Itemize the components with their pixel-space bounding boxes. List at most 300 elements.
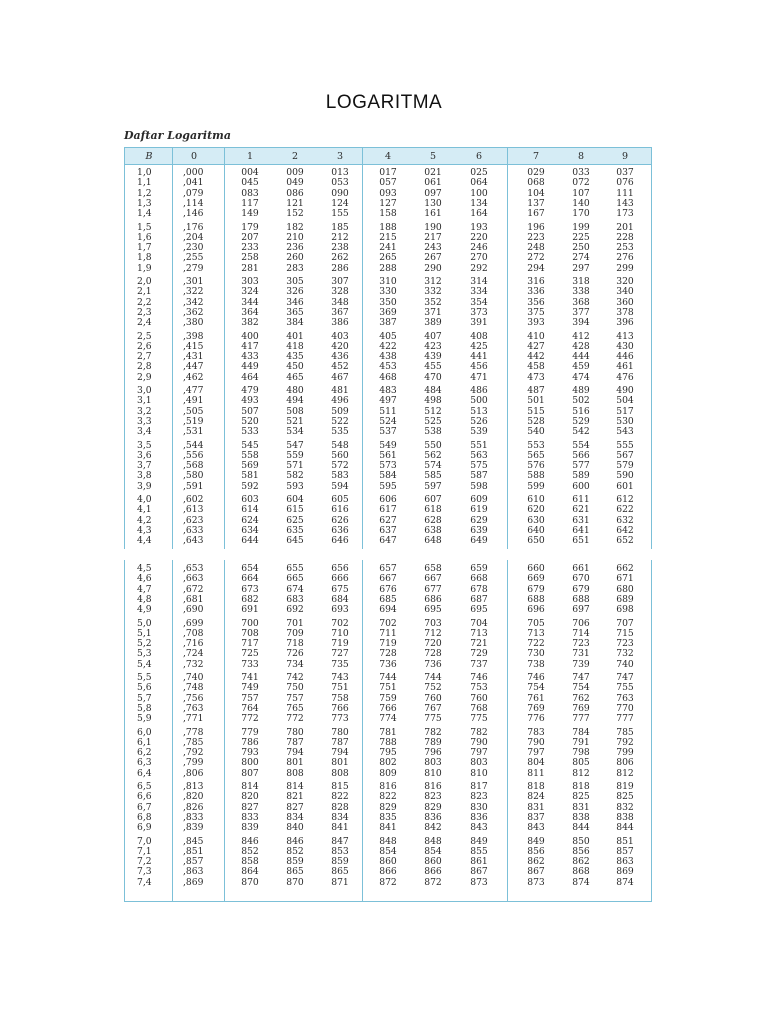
log-value-cell: 540 [527, 426, 545, 438]
log-value-cell: ,740 [183, 672, 204, 683]
log-value-cell: 873 [527, 876, 545, 888]
log-value-cell: 829 [379, 801, 397, 813]
row-label: 5,9 [137, 713, 152, 725]
log-value-cell: 866 [379, 866, 397, 878]
log-value-cell: 233 [241, 242, 259, 254]
log-value-cell: 862 [572, 856, 590, 868]
log-value-cell: 377 [572, 306, 590, 318]
log-value-cell: 130 [424, 197, 442, 209]
log-value-cell: 220 [470, 231, 488, 243]
log-value-cell: 685 [379, 593, 397, 605]
log-value-cell: 703 [424, 617, 442, 629]
log-value-cell: 350 [379, 296, 397, 308]
log-value-cell: 806 [616, 757, 634, 769]
log-value-cell: 555 [616, 439, 634, 451]
log-value-cell: 423 [424, 340, 442, 352]
row-label: 6,4 [137, 767, 152, 779]
log-value-cell: 723 [616, 638, 634, 650]
log-value-cell: ,756 [183, 692, 204, 704]
log-value-cell: 566 [572, 449, 590, 461]
log-value-cell: 803 [424, 757, 442, 769]
log-value-cell: 053 [331, 177, 349, 189]
log-value-cell: ,839 [183, 822, 204, 834]
log-value-cell: 496 [331, 395, 349, 407]
log-value-cell: 164 [470, 208, 488, 220]
log-value-cell: 790 [470, 736, 488, 748]
log-value-cell: 872 [424, 876, 442, 888]
log-value-cell: 801 [286, 757, 304, 769]
log-value-cell: 777 [572, 713, 590, 725]
log-value-cell: 691 [241, 604, 259, 616]
log-value-cell: 427 [527, 340, 545, 352]
log-value-cell: 326 [286, 286, 304, 298]
log-value-cell: ,857 [183, 856, 204, 868]
log-value-cell: ,613 [183, 504, 204, 516]
log-value-cell: 530 [616, 415, 634, 427]
log-value-cell: 652 [616, 535, 634, 547]
log-value-cell: 823 [424, 791, 442, 803]
log-value-cell: 167 [527, 208, 545, 220]
log-value-cell: 408 [470, 330, 488, 342]
log-value-cell: 455 [424, 361, 442, 373]
row-label: 2,0 [137, 276, 152, 287]
log-value-cell: 810 [470, 767, 488, 779]
log-value-cell: 780 [331, 726, 349, 738]
row-label: 2,6 [137, 340, 152, 352]
log-value-cell: 365 [286, 306, 304, 318]
log-value-cell: 795 [379, 747, 397, 759]
log-value-cell: 860 [379, 856, 397, 868]
log-value-cell: 592 [241, 480, 259, 492]
log-value-cell: 560 [331, 449, 349, 461]
log-value-cell: 243 [424, 242, 442, 254]
log-value-cell: 821 [286, 791, 304, 803]
log-value-cell: 422 [379, 340, 397, 352]
log-value-cell: 009 [286, 167, 304, 178]
log-value-cell: ,833 [183, 811, 204, 823]
log-value-cell: 869 [616, 866, 634, 878]
log-value-cell: 360 [616, 296, 634, 308]
row-label: 1,4 [137, 208, 152, 220]
row-label: 6,2 [137, 747, 152, 759]
log-value-cell: 740 [616, 658, 634, 670]
log-value-cell: 571 [286, 460, 304, 472]
log-value-cell: 750 [286, 682, 304, 694]
log-value-cell: 563 [470, 449, 488, 461]
log-value-cell: 389 [424, 317, 442, 329]
log-value-cell: 669 [527, 573, 545, 585]
log-value-cell: 307 [331, 276, 349, 287]
log-value-cell: 762 [572, 692, 590, 704]
table-column-divider [172, 148, 173, 549]
row-label: 7,4 [137, 876, 152, 888]
log-value-cell: 736 [424, 658, 442, 670]
log-value-cell: 526 [470, 415, 488, 427]
log-value-cell: 648 [424, 535, 442, 547]
log-value-cell: 561 [379, 449, 397, 461]
log-value-cell: 297 [572, 262, 590, 274]
log-value-cell: 701 [286, 617, 304, 629]
log-value-cell: 595 [379, 480, 397, 492]
row-label: 6,6 [137, 791, 152, 803]
log-value-cell: ,748 [183, 682, 204, 694]
log-value-cell: 670 [572, 573, 590, 585]
log-value-cell: 798 [572, 747, 590, 759]
log-value-cell: 659 [470, 563, 488, 574]
log-value-cell: 872 [379, 876, 397, 888]
log-value-cell: 825 [616, 791, 634, 803]
log-value-cell: ,869 [183, 876, 204, 888]
log-value-cell: 283 [286, 262, 304, 274]
log-value-cell: 567 [616, 449, 634, 461]
row-label: 4,7 [137, 583, 152, 595]
log-value-cell: 542 [572, 426, 590, 438]
log-value-cell: ,176 [183, 221, 204, 233]
log-value-cell: 597 [424, 480, 442, 492]
log-value-cell: 436 [331, 351, 349, 363]
log-value-cell: 553 [527, 439, 545, 451]
log-value-cell: 800 [241, 757, 259, 769]
log-value-cell: 631 [572, 514, 590, 526]
log-value-cell: ,792 [183, 747, 204, 759]
log-value-cell: 848 [379, 835, 397, 847]
log-value-cell: 760 [424, 692, 442, 704]
log-value-cell: 747 [616, 672, 634, 683]
log-value-cell: 787 [331, 736, 349, 748]
log-value-cell: 590 [616, 470, 634, 482]
log-value-cell: 045 [241, 177, 259, 189]
log-value-cell: 517 [616, 405, 634, 417]
log-value-cell: 584 [379, 470, 397, 482]
log-value-cell: 640 [527, 524, 545, 536]
log-value-cell: 823 [470, 791, 488, 803]
table-column-divider [362, 560, 363, 901]
log-value-cell: 846 [286, 835, 304, 847]
log-value-cell: 680 [616, 583, 634, 595]
log-value-cell: 702 [331, 617, 349, 629]
row-label: 4,1 [137, 504, 152, 516]
log-value-cell: 719 [331, 638, 349, 650]
log-value-cell: 728 [424, 648, 442, 660]
log-value-cell: ,146 [183, 208, 204, 220]
column-header: 5 [429, 151, 437, 162]
row-label: 7,1 [137, 845, 152, 857]
log-value-cell: 529 [572, 415, 590, 427]
row-label: 5,8 [137, 702, 152, 714]
log-value-cell: 021 [424, 167, 442, 178]
log-value-cell: 121 [286, 197, 304, 209]
column-header: 9 [621, 151, 629, 162]
log-value-cell: 215 [379, 231, 397, 243]
log-value-cell: 714 [572, 627, 590, 639]
log-value-cell: 393 [527, 317, 545, 329]
row-label: 6,0 [137, 726, 152, 738]
log-value-cell: 481 [331, 385, 349, 396]
log-value-cell: 758 [331, 692, 349, 704]
log-value-cell: 524 [379, 415, 397, 427]
log-value-cell: 587 [470, 470, 488, 482]
log-value-cell: 577 [572, 460, 590, 472]
row-label: 5,6 [137, 682, 152, 694]
log-value-cell: ,491 [183, 395, 204, 407]
log-value-cell: ,398 [183, 330, 204, 342]
log-value-cell: 729 [470, 648, 488, 660]
log-value-cell: 474 [572, 371, 590, 383]
log-value-cell: 639 [470, 524, 488, 536]
row-label: 2,8 [137, 361, 152, 373]
log-value-cell: 769 [572, 702, 590, 714]
log-value-cell: 658 [424, 563, 442, 574]
log-value-cell: 299 [616, 262, 634, 274]
log-value-cell: 811 [527, 767, 545, 779]
log-value-cell: 793 [241, 747, 259, 759]
log-value-cell: 726 [286, 648, 304, 660]
log-value-cell: 061 [424, 177, 442, 189]
log-value-cell: 791 [572, 736, 590, 748]
log-value-cell: 260 [286, 252, 304, 264]
log-value-cell: ,204 [183, 231, 204, 243]
row-label: 3,8 [137, 470, 152, 482]
log-value-cell: 860 [424, 856, 442, 868]
log-value-cell: 290 [424, 262, 442, 274]
log-value-cell: 857 [616, 845, 634, 857]
log-value-cell: 547 [286, 439, 304, 451]
log-value-cell: 738 [527, 658, 545, 670]
log-value-cell: 502 [572, 395, 590, 407]
log-value-cell: 638 [424, 524, 442, 536]
row-label: 2,7 [137, 351, 152, 363]
row-label: 3,5 [137, 439, 152, 451]
log-value-cell: 619 [470, 504, 488, 516]
log-value-cell: 854 [379, 845, 397, 857]
log-value-cell: 746 [527, 672, 545, 683]
log-value-cell: 818 [527, 781, 545, 792]
log-value-cell: 645 [286, 535, 304, 547]
log-value-cell: ,568 [183, 460, 204, 472]
log-value-cell: 727 [331, 648, 349, 660]
log-value-cell: 371 [424, 306, 442, 318]
log-value-cell: 792 [616, 736, 634, 748]
log-value-cell: 856 [572, 845, 590, 857]
log-value-cell: ,519 [183, 415, 204, 427]
log-value-cell: 312 [424, 276, 442, 287]
log-value-cell: ,845 [183, 835, 204, 847]
log-value-cell: 630 [527, 514, 545, 526]
log-value-cell: 836 [424, 811, 442, 823]
log-value-cell: 449 [241, 361, 259, 373]
log-value-cell: 575 [470, 460, 488, 472]
log-value-cell: 770 [616, 702, 634, 714]
log-value-cell: 550 [424, 439, 442, 451]
log-value-cell: 484 [424, 385, 442, 396]
log-value-cell: 338 [572, 286, 590, 298]
row-label: 1,6 [137, 231, 152, 243]
log-value-cell: 217 [424, 231, 442, 243]
table-column-divider [507, 148, 508, 549]
log-value-cell: 262 [331, 252, 349, 264]
log-value-cell: 636 [331, 524, 349, 536]
log-value-cell: 620 [527, 504, 545, 516]
log-value-cell: ,602 [183, 494, 204, 505]
log-value-cell: 766 [379, 702, 397, 714]
row-label: 1,1 [137, 177, 152, 189]
log-value-cell: ,724 [183, 648, 204, 660]
log-value-cell: 682 [241, 593, 259, 605]
log-value-cell: 520 [241, 415, 259, 427]
log-value-cell: 310 [379, 276, 397, 287]
log-value-cell: 868 [572, 866, 590, 878]
log-value-cell: 513 [470, 405, 488, 417]
log-value-cell: 250 [572, 242, 590, 254]
column-header: 1 [246, 151, 254, 162]
log-value-cell: 842 [424, 822, 442, 834]
log-value-cell: 668 [470, 573, 488, 585]
log-value-cell: 856 [527, 845, 545, 857]
log-value-cell: 689 [616, 593, 634, 605]
log-value-cell: 855 [470, 845, 488, 857]
log-value-cell: 757 [241, 692, 259, 704]
log-value-cell: 734 [286, 658, 304, 670]
log-value-cell: 854 [424, 845, 442, 857]
log-value-cell: 687 [470, 593, 488, 605]
log-value-cell: 695 [470, 604, 488, 616]
log-value-cell: 870 [286, 876, 304, 888]
log-value-cell: 246 [470, 242, 488, 254]
log-value-cell: 629 [470, 514, 488, 526]
log-value-cell: 212 [331, 231, 349, 243]
log-value-cell: 428 [572, 340, 590, 352]
log-value-cell: ,623 [183, 514, 204, 526]
column-header: 7 [532, 151, 540, 162]
log-value-cell: 747 [572, 672, 590, 683]
log-value-cell: 733 [241, 658, 259, 670]
log-value-cell: 835 [379, 811, 397, 823]
log-value-cell: 808 [286, 767, 304, 779]
log-value-cell: 314 [470, 276, 488, 287]
column-header: 3 [336, 151, 344, 162]
log-value-cell: 766 [331, 702, 349, 714]
table-column-divider [362, 148, 363, 549]
log-value-cell: 816 [424, 781, 442, 792]
log-value-cell: 401 [286, 330, 304, 342]
log-value-cell: 831 [527, 801, 545, 813]
log-value-cell: 412 [572, 330, 590, 342]
log-value-cell: 444 [572, 351, 590, 363]
log-value-cell: 688 [527, 593, 545, 605]
log-value-cell: 625 [286, 514, 304, 526]
log-value-cell: 827 [241, 801, 259, 813]
log-value-cell: 601 [616, 480, 634, 492]
row-label: 3,2 [137, 405, 152, 417]
log-value-cell: ,690 [183, 604, 204, 616]
log-value-cell: 276 [616, 252, 634, 264]
row-label: 4,3 [137, 524, 152, 536]
log-value-cell: 551 [470, 439, 488, 451]
log-value-cell: 281 [241, 262, 259, 274]
log-value-cell: 874 [616, 876, 634, 888]
log-value-cell: 387 [379, 317, 397, 329]
log-value-cell: ,462 [183, 371, 204, 383]
log-value-cell: 808 [331, 767, 349, 779]
log-value-cell: 013 [331, 167, 349, 178]
log-value-cell: 622 [616, 504, 634, 516]
log-value-cell: 739 [572, 658, 590, 670]
log-value-cell: 736 [379, 658, 397, 670]
log-value-cell: 836 [470, 811, 488, 823]
log-value-cell: 450 [286, 361, 304, 373]
log-value-cell: 572 [331, 460, 349, 472]
log-value-cell: 850 [572, 835, 590, 847]
log-value-cell: ,322 [183, 286, 204, 298]
log-value-cell: 473 [527, 371, 545, 383]
log-value-cell: 775 [424, 713, 442, 725]
row-label: 5,1 [137, 627, 152, 639]
log-value-cell: 686 [424, 593, 442, 605]
log-value-cell: 655 [286, 563, 304, 574]
log-value-cell: 796 [424, 747, 442, 759]
log-value-cell: 515 [527, 405, 545, 417]
log-value-cell: 859 [331, 856, 349, 868]
log-value-cell: ,799 [183, 757, 204, 769]
row-label: 3,6 [137, 449, 152, 461]
log-value-cell: 777 [616, 713, 634, 725]
column-header: 2 [291, 151, 299, 162]
log-value-cell: 456 [470, 361, 488, 373]
log-value-cell: 143 [616, 197, 634, 209]
log-value-cell: 846 [241, 835, 259, 847]
log-value-cell: ,771 [183, 713, 204, 725]
log-value-cell: 528 [527, 415, 545, 427]
log-value-cell: 554 [572, 439, 590, 451]
log-value-cell: 768 [470, 702, 488, 714]
log-value-cell: 805 [572, 757, 590, 769]
log-value-cell: 083 [241, 187, 259, 199]
log-value-cell: 549 [379, 439, 397, 451]
log-value-cell: 676 [379, 583, 397, 595]
log-value-cell: 794 [331, 747, 349, 759]
log-value-cell: 773 [331, 713, 349, 725]
log-value-cell: 717 [241, 638, 259, 650]
log-value-cell: 534 [286, 426, 304, 438]
log-value-cell: 396 [616, 317, 634, 329]
log-value-cell: 368 [572, 296, 590, 308]
row-label: 1,2 [137, 187, 152, 199]
row-label: 6,8 [137, 811, 152, 823]
log-value-cell: 779 [241, 726, 259, 738]
log-value-cell: 660 [527, 563, 545, 574]
log-value-cell: ,477 [183, 385, 204, 396]
log-value-cell: 442 [527, 351, 545, 363]
log-value-cell: 318 [572, 276, 590, 287]
log-value-cell: 565 [527, 449, 545, 461]
log-value-cell: 497 [379, 395, 397, 407]
log-value-cell: 288 [379, 262, 397, 274]
log-value-cell: 173 [616, 208, 634, 220]
log-value-cell: 134 [470, 197, 488, 209]
log-value-cell: 865 [331, 866, 349, 878]
log-value-cell: 814 [241, 781, 259, 792]
log-value-cell: 480 [286, 385, 304, 396]
log-value-cell: 833 [241, 811, 259, 823]
log-value-cell: 632 [616, 514, 634, 526]
log-value-cell: 599 [527, 480, 545, 492]
log-value-cell: 742 [286, 672, 304, 683]
log-value-cell: 692 [286, 604, 304, 616]
log-value-cell: 662 [616, 563, 634, 574]
log-value-cell: 468 [379, 371, 397, 383]
log-value-cell: 573 [379, 460, 397, 472]
log-value-cell: 705 [527, 617, 545, 629]
